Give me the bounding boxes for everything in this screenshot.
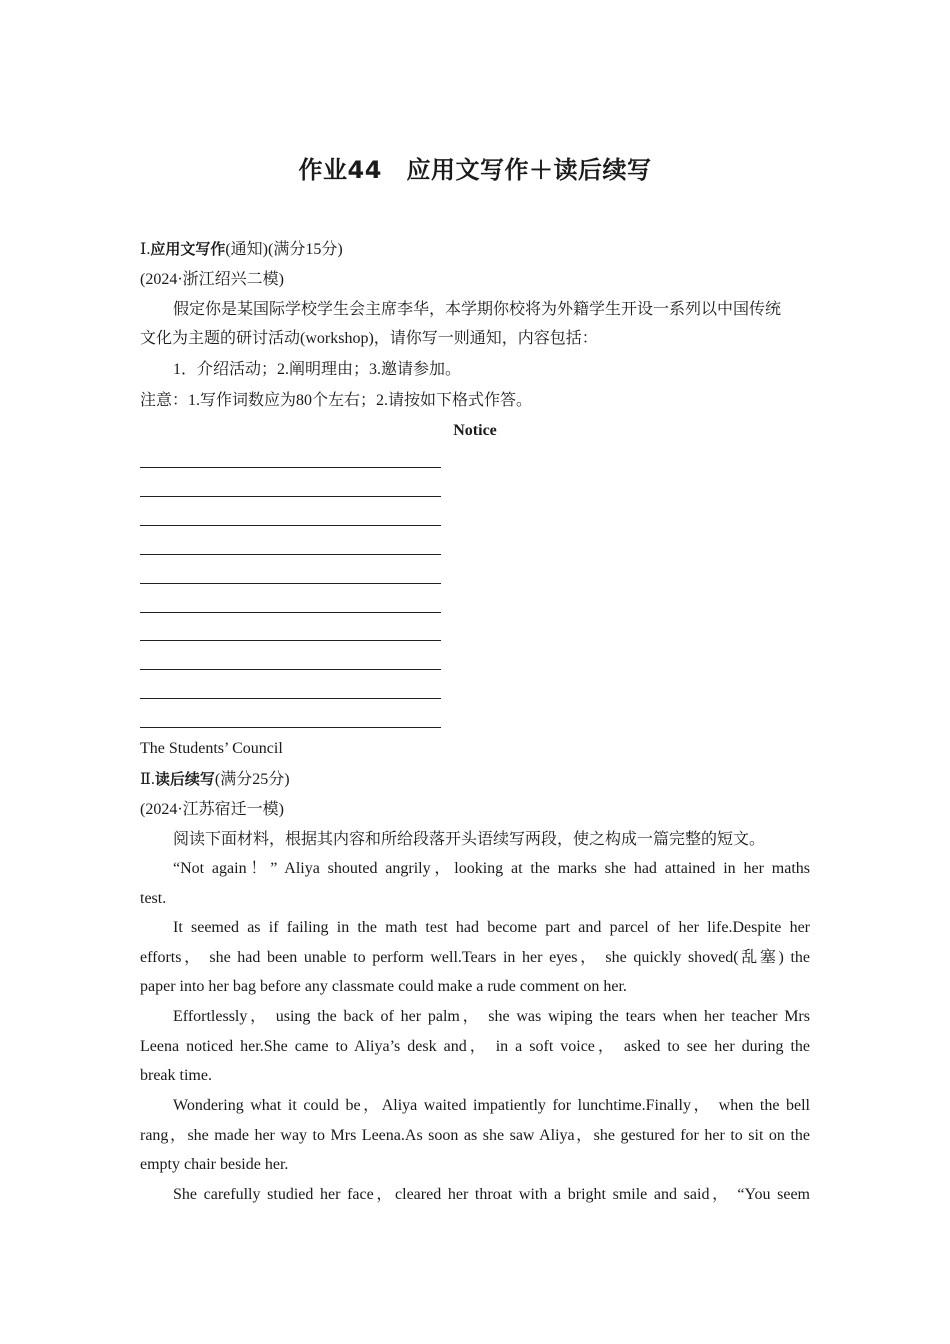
section1-heading: 应用文写作 <box>150 240 226 258</box>
passage-line: Wondering what it could be，Aliya waited impatiently for lunchtime.Finally， when the bell <box>173 1097 810 1114</box>
section2-heading: 读后续写 <box>154 770 215 788</box>
section2-suffix: (满分25分) <box>214 771 290 788</box>
section1-suffix: (通知)(满分15分) <box>225 241 343 258</box>
answer-line <box>140 727 441 728</box>
section2-source: (2024·江苏宿迁一模) <box>140 801 284 818</box>
answer-line <box>140 467 441 468</box>
section2-numeral: Ⅱ. <box>140 771 155 788</box>
passage-line: efforts， she had been unable to perform well.Tears in her eyes， she quickly shoved(乱塞) the <box>140 949 810 966</box>
section1-prompt-line2: 文化为主题的研讨活动(workshop)，请你写一则通知，内容包括： <box>140 330 598 347</box>
answer-line <box>140 496 441 497</box>
answer-line <box>140 554 441 555</box>
section1-header <box>140 238 810 261</box>
passage-line: break time. <box>140 1067 212 1084</box>
answer-line <box>140 669 441 670</box>
notice-signature: The Students’ Council <box>140 740 283 757</box>
notice-heading: Notice <box>453 422 497 439</box>
section1-prompt-line1: 假定你是某国际学校学生会主席李华，本学期你校将为外籍学生开设一系列以中国传统 <box>173 301 782 318</box>
passage-line: “Not again！” Aliya shouted angrily，looking at the marks she had attained in her maths <box>173 860 810 877</box>
answer-line <box>140 583 441 584</box>
section2-instruction: 阅读下面材料，根据其内容和所给段落开头语续写两段，使之构成一篇完整的短文。 <box>173 831 766 848</box>
passage-line: paper into her bag before any classmate could make a rude comment on her. <box>140 978 627 995</box>
passage-line: empty chair beside her. <box>140 1156 289 1173</box>
section1-note: 注意：1.写作词数应为80个左右；2.请按如下格式作答。 <box>140 392 533 409</box>
passage-line: Effortlessly， using the back of her palm， she was wiping the tears when her teacher Mrs <box>173 1008 810 1025</box>
section1-source: (2024·浙江绍兴二模) <box>140 271 284 288</box>
passage-line: rang，she made her way to Mrs Leena.As soon as she saw Aliya，she gestured for her to sit on the <box>140 1127 810 1144</box>
answer-line <box>140 640 441 641</box>
answer-line <box>140 612 441 613</box>
section2-header <box>140 768 810 791</box>
section1-numeral: Ⅰ. <box>140 241 151 258</box>
passage-line: Leena noticed her.She came to Aliya’s desk and， in a soft voice， asked to see her during the <box>140 1038 810 1055</box>
answer-line <box>140 525 441 526</box>
passage-line: She carefully studied her face，cleared her throat with a bright smile and said， “You seem <box>173 1186 810 1203</box>
passage-line: It seemed as if failing in the math test had become part and parcel of her life.Despite her <box>173 919 810 936</box>
page-title: 作业44 应用文写作＋读后续写 <box>298 156 652 184</box>
section1-points: 1．介绍活动；2.阐明理由；3.邀请参加。 <box>173 361 462 378</box>
passage-line: test. <box>140 890 167 907</box>
answer-line <box>140 698 441 699</box>
